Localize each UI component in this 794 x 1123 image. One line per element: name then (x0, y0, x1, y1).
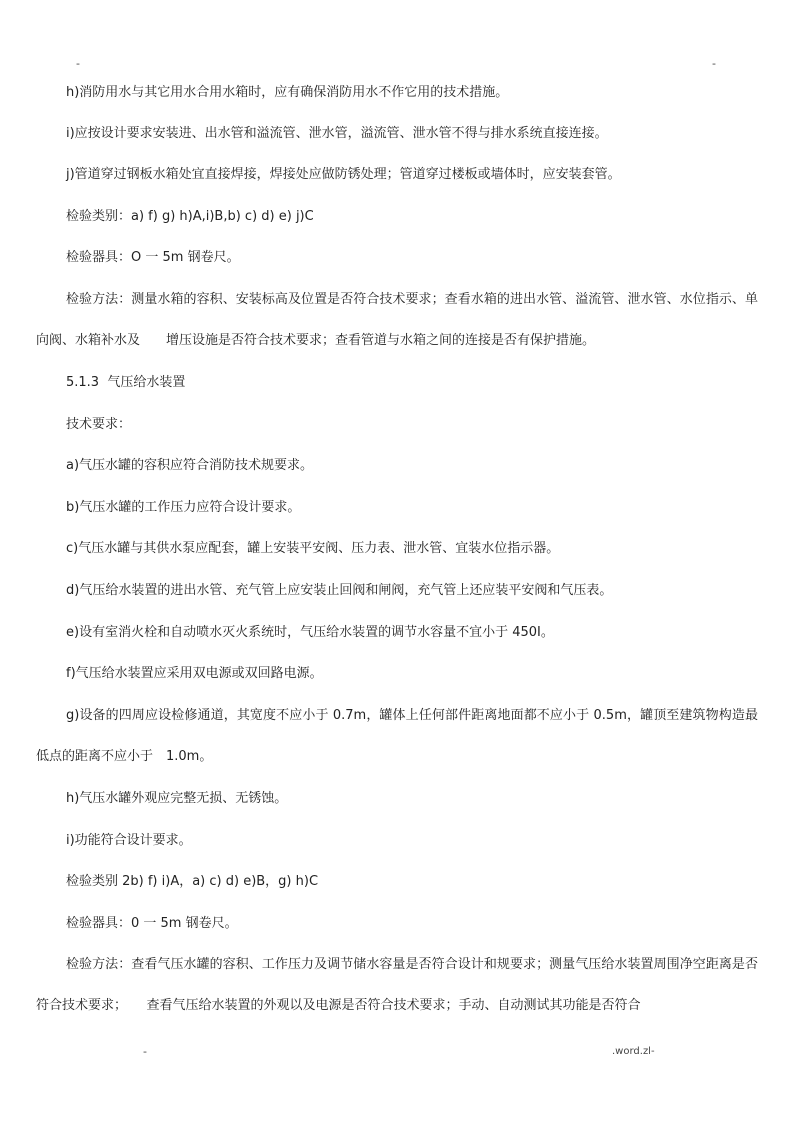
paragraph-e-capacity: e)设有室消火栓和自动喷水灭火系统时，气压给水装置的调节水容量不宜小于 450I。 (66, 625, 554, 640)
footer-left-mark: - (143, 1045, 147, 1058)
paragraph-g-clearance: g)设备的四周应设检修通道，其宽度不应小于 0.7m，罐体上任何部件距离地面都不应小于 0.5m，罐顶至建筑物构造最低点的距离不应小于 1.0m。 (36, 708, 758, 764)
paragraph-h-appearance: h)气压水罐外观应完整无损、无锈蚀。 (66, 791, 288, 806)
paragraph-i-function: i)功能符合设计要求。 (66, 833, 192, 848)
section-heading-5-1-3: 5.1.3 气压给水装置 (66, 375, 186, 390)
paragraph-inspection-category: 检验类别：a) f) g) h)A,i)B,b) c) d) e) j)C (66, 209, 314, 224)
header-left-mark: - (76, 57, 80, 70)
paragraph-i-pipes: i)应按设计要求安装进、出水管和溢流管、泄水管，溢流管、泄水管不得与排水系统直接连接。 (66, 126, 608, 141)
paragraph-b-pressure: b)气压水罐的工作压力应符合设计要求。 (66, 500, 301, 515)
paragraph-j-steel-tank: j)管道穿过钢板水箱处宜直接焊接，焊接处应做防锈处理；管道穿过楼板或墙体时，应安装套管。 (66, 167, 621, 182)
paragraph-d-valves: d)气压给水装置的进出水管、充气管上应安装止回阀和闸阀，充气管上还应装平安阀和气压表。 (66, 583, 613, 598)
paragraph-inspection-tool-2: 检验器具：0 一 5m 钢卷尺。 (66, 916, 238, 931)
paragraph-f-power: f)气压给水装置应采用双电源或双回路电源。 (66, 666, 323, 681)
paragraph-inspection-method: 检验方法：测量水箱的容积、安装标高及位置是否符合技术要求；查看水箱的进出水管、溢流管、泄水管、水位指示、单向阀、水箱补水及 增压设施是否符合技术要求；查看管道与水箱之间的连接是否有保护措施。 (36, 292, 758, 348)
paragraph-inspection-category-2: 检验类别 2b) f) i)A，a) c) d) e)B，g) h)C (66, 874, 319, 889)
paragraph-inspection-tool: 检验器具：O 一 5m 钢卷尺。 (66, 250, 240, 265)
header-right-mark: - (712, 57, 716, 70)
paragraph-c-pump: c)气压水罐与其供水泵应配套，罐上安装平安阀、压力表、泄水管、宜装水位指示器。 (66, 541, 560, 556)
paragraph-tech-requirements: 技术要求： (66, 417, 132, 432)
paragraph-inspection-method-2: 检验方法：查看气压水罐的容积、工作压力及调节储水容量是否符合设计和规要求；测量气压给水装置周围净空距离是否符合技术要求； 查看气压给水装置的外观以及电源是否符合技术要求；手动、自动测试其功能是否符合 (36, 957, 758, 1013)
paragraph-h-fire-water: h)消防用水与其它用水合用水箱时，应有确保消防用水不作它用的技术措施。 (66, 85, 509, 100)
footer-right-mark: .word.zl- (612, 1046, 655, 1057)
paragraph-a-volume: a)气压水罐的容积应符合消防技术规要求。 (66, 458, 314, 473)
